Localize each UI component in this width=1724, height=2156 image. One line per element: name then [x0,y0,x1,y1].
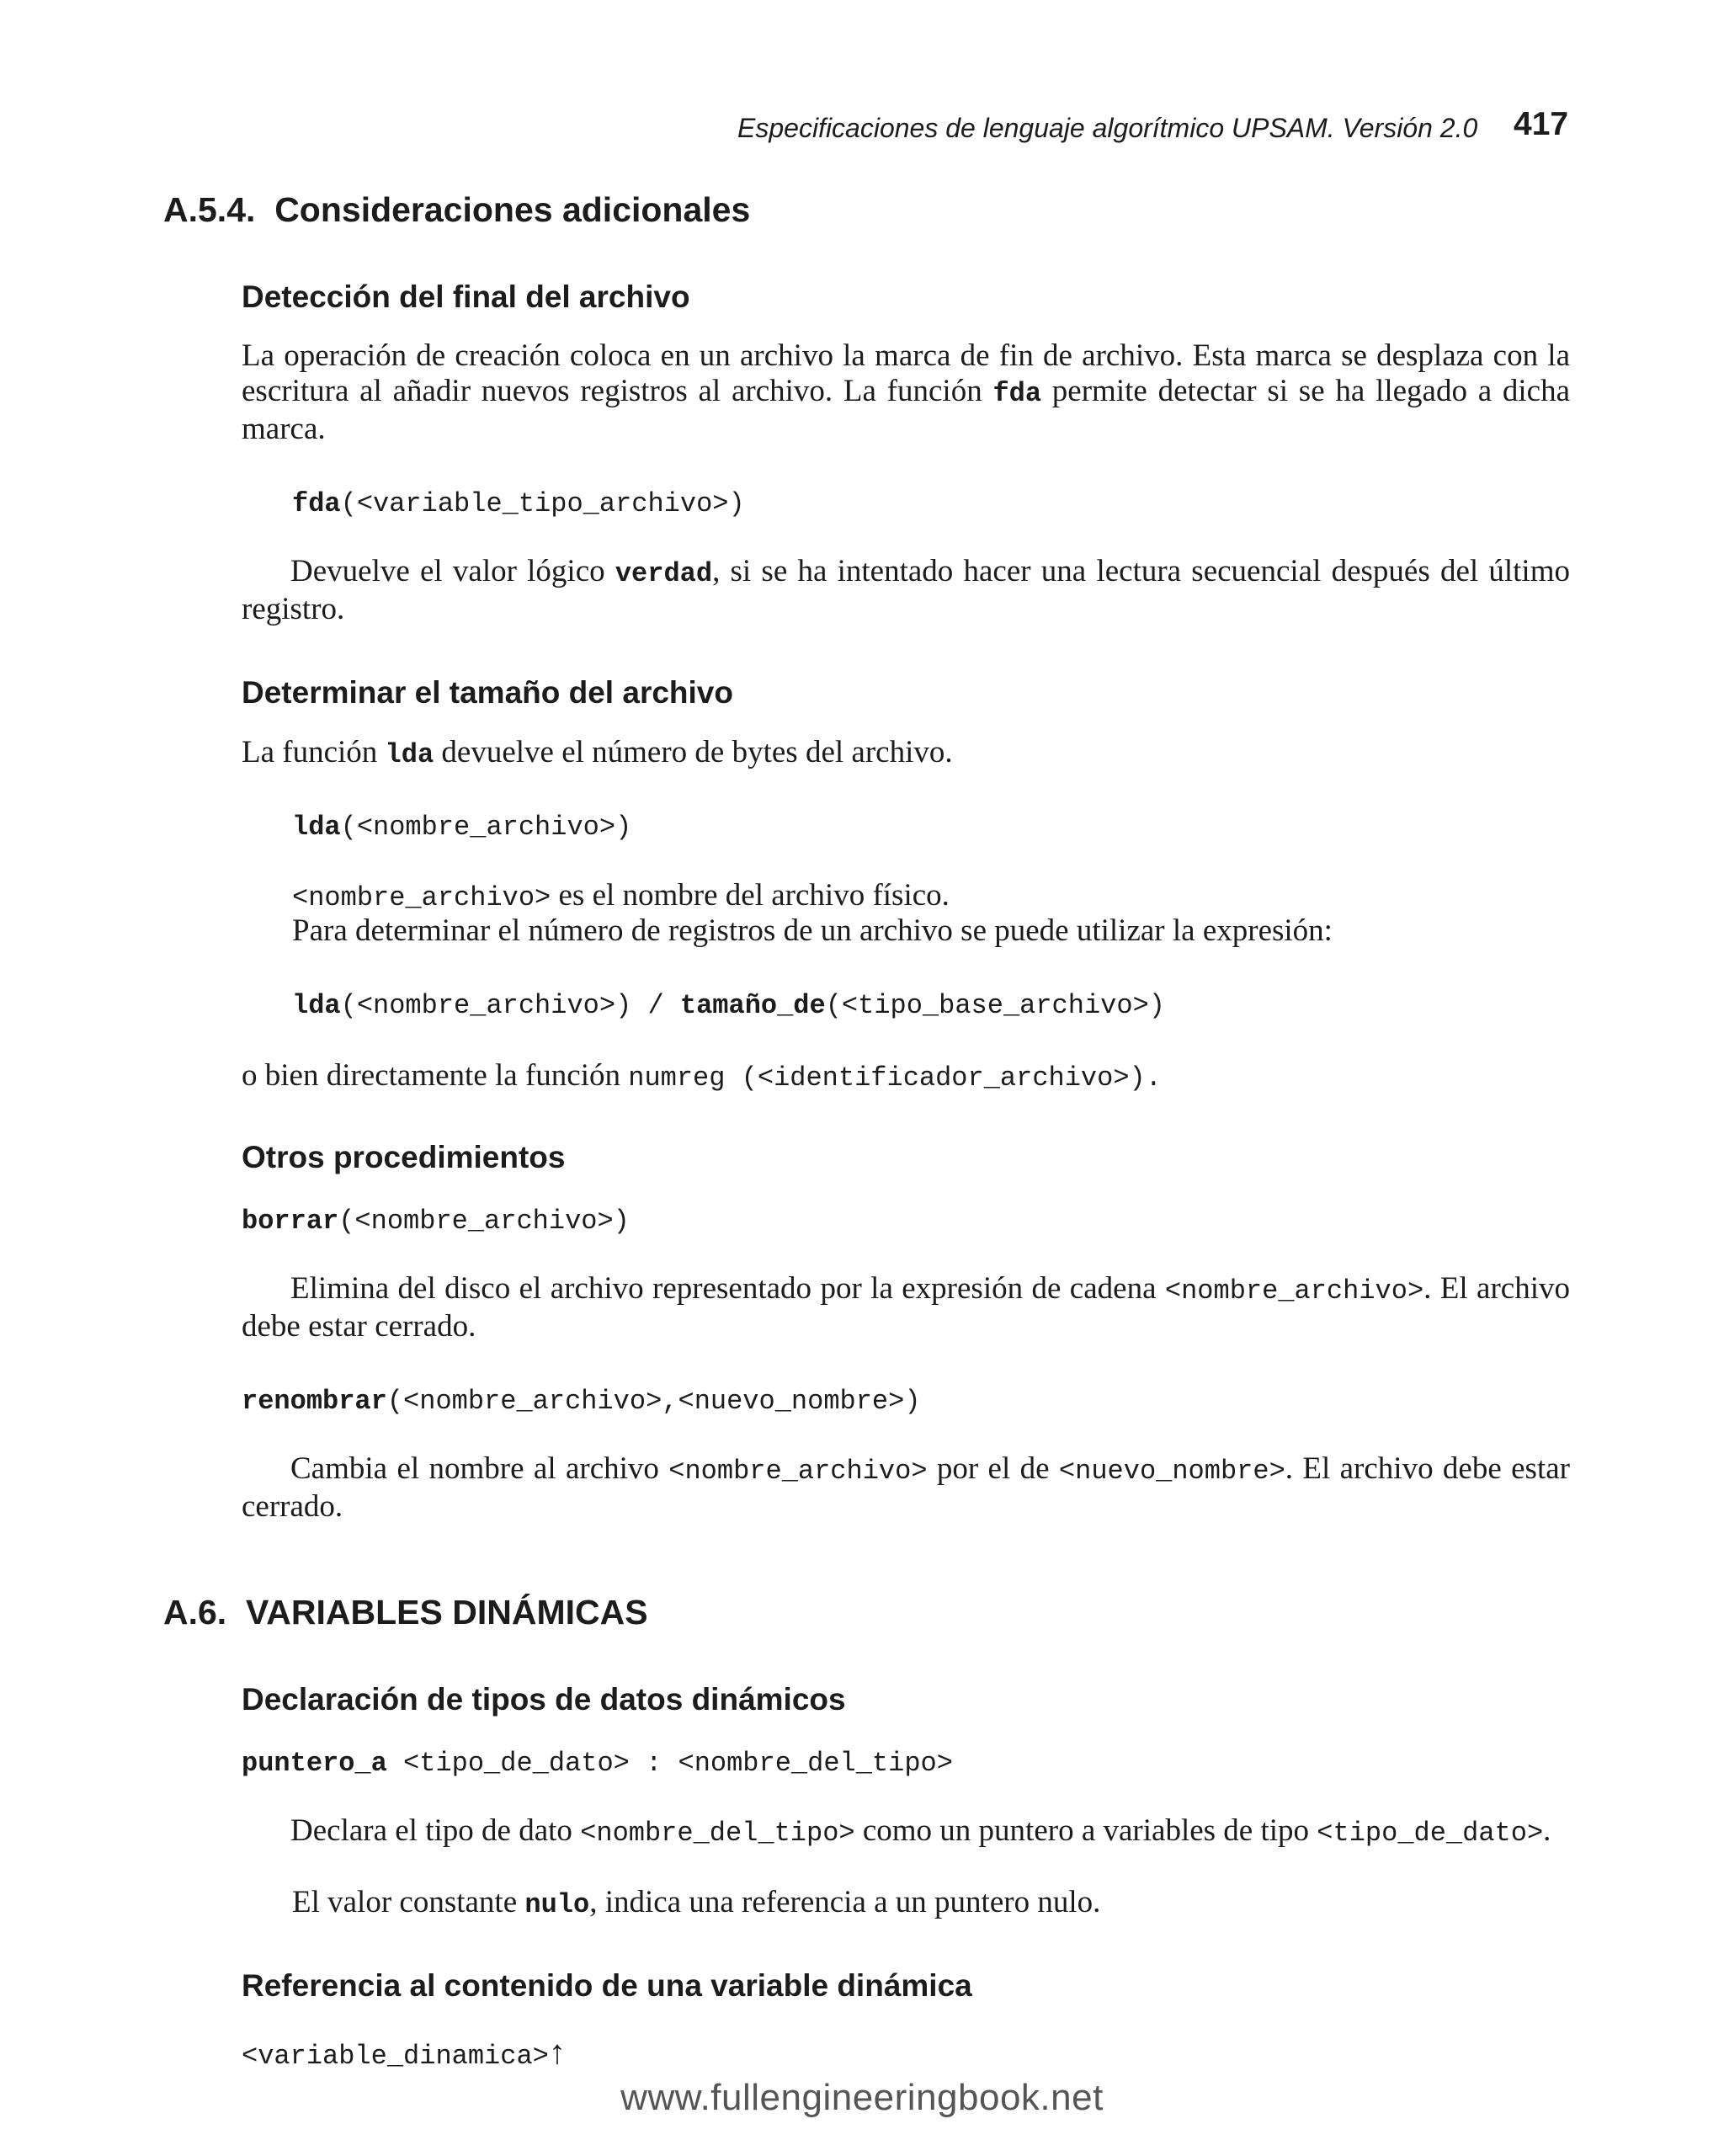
subheading-referencia-dinamica: Referencia al contenido de una variable dinámica [242,1968,972,2003]
paragraph-lda-intro: La función lda devuelve el número de bytes del archivo. [242,735,953,770]
section-title: VARIABLES DINÁMICAS [246,1593,648,1632]
paragraph-fda-desc: Devuelve el valor lógico verdad, si se ha intentado hacer una lectura secuencial después del último registro. [242,554,1570,626]
code-fda: fda(<variable_tipo_archivo>) [292,488,745,519]
section-number: A.5.4. [163,190,256,229]
subheading-fin-archivo: Detección del final del archivo [242,279,690,314]
page-number: 417 [1514,106,1569,142]
section-number: A.6. [163,1593,227,1632]
paragraph-renombrar-desc: Cambia el nombre al archivo <nombre_archivo> por el de <nuevo_nombre>. El archivo debe estar cerrado. [242,1451,1570,1524]
paragraph-nulo: El valor constante nulo, indica una referencia a un puntero nulo. [292,1885,1101,1920]
paragraph-fin-archivo: La operación de creación coloca en un archivo la marca de fin de archivo. Esta marca se desplaza con la escritura al añadir nuevos registros al archivo. La función fda permite detectar si se ha llegado a dicha marca. [242,338,1570,446]
section-heading-a6 [163,1593,648,1632]
code-renombrar: renombrar(<nombre_archivo>,<nuevo_nombre>) [242,1386,921,1417]
subheading-tamano-archivo: Determinar el tamaño del archivo [242,675,733,710]
code-puntero: puntero_a <tipo_de_dato> : <nombre_del_tipo> [242,1748,953,1779]
paragraph-puntero-desc: Declara el tipo de dato <nombre_del_tipo> como un puntero a variables de tipo <tipo_de_dato>. [290,1813,1551,1849]
section-title: Consideraciones adicionales [274,190,751,229]
subheading-otros-procedimientos: Otros procedimientos [242,1140,566,1174]
section-heading-a54 [163,190,750,230]
watermark: www.fullengineeringbook.net [620,2077,1104,2118]
running-header: Especificaciones de lenguaje algorítmico UPSAM. Versión 2.0 [737,113,1478,143]
subheading-tipos-dinamicos: Declaración de tipos de datos dinámicos [242,1682,846,1717]
code-lda: lda(<nombre_archivo>) [292,812,632,843]
paragraph-borrar-desc: Elimina del disco el archivo representado por la expresión de cadena <nombre_archivo>. El archivo debe estar cerrado. [242,1271,1570,1344]
up-arrow-icon: ↑ [548,2033,566,2071]
paragraph-numreg: o bien directamente la función numreg (<identificador_archivo>). [242,1058,1162,1094]
code-variable-dinamica: <variable_dinamica>↑ [242,2033,566,2072]
code-borrar: borrar(<nombre_archivo>) [242,1206,630,1237]
code-lda-expression: lda(<nombre_archivo>) / tamaño_de(<tipo_base_archivo>) [292,990,1165,1021]
paragraph-lda-expr-intro: Para determinar el número de registros de un archivo se puede utilizar la expresión: [292,913,1333,948]
paragraph-lda-desc: <nombre_archivo> es el nombre del archivo físico. [292,878,950,913]
